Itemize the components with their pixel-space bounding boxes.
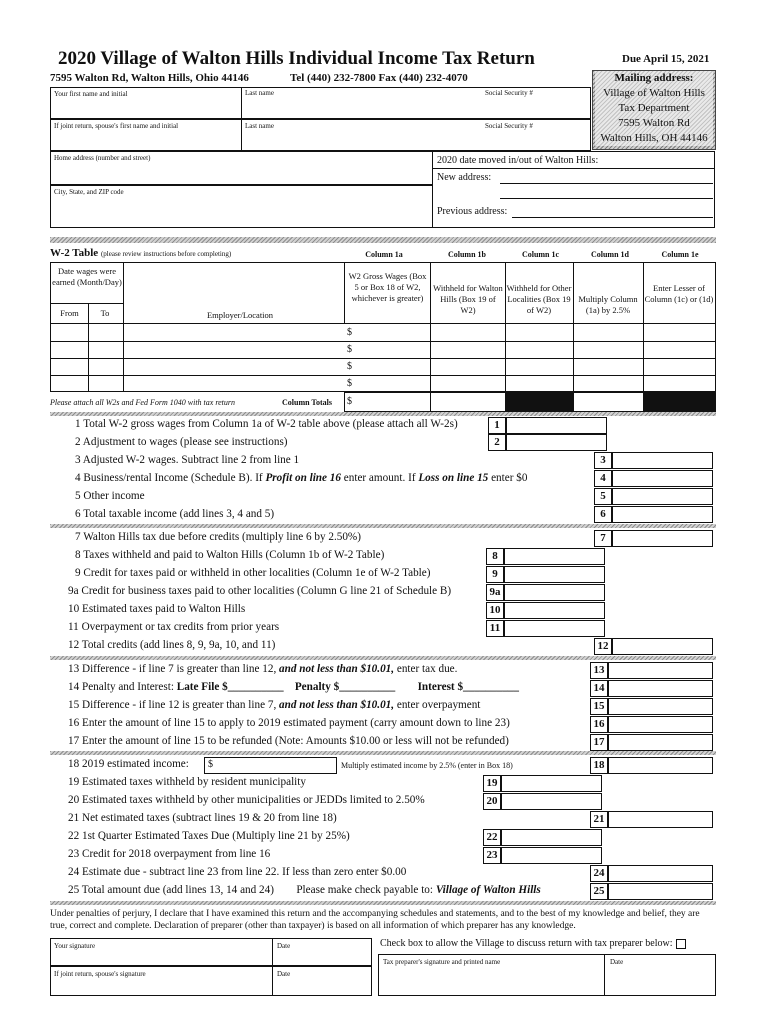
to-label: To [100,308,110,318]
line-16-amount[interactable] [608,716,713,733]
line-17-label: 17 Enter the amount of line 15 to be refunded (Note: Amounts $10.00 or less will not be refunded) [68,735,509,747]
village-phone: Tel (440) 232-7800 Fax (440) 232-4070 [290,72,468,84]
line-12-amount[interactable] [612,638,713,655]
box-2-number: 2 [488,434,506,451]
discuss-checkbox-label: Check box to allow the Village to discuss return with tax preparer below: [380,938,673,949]
col-1d-header: Column 1d [590,250,629,259]
line-20-amount[interactable] [501,793,602,810]
employer-location-label: Employer/Location [206,310,274,320]
line-22-amount[interactable] [501,829,602,846]
box-15-number: 15 [590,698,608,715]
estimated-income-field[interactable] [204,757,337,774]
line-1-amount[interactable] [506,417,607,434]
line-17-amount[interactable] [608,734,713,751]
box-17-number: 17 [590,734,608,751]
line-18-label: 18 2019 estimated income: [68,758,189,770]
line-6-amount[interactable] [612,506,713,523]
line-23-amount[interactable] [501,847,602,864]
village-address: 7595 Walton Rd, Walton Hills, Ohio 44146 [50,72,249,84]
line-9-label: 9 Credit for taxes paid or withheld in other localities (Column 1e of W-2 Table) [75,567,431,579]
line-10-amount[interactable] [504,602,605,619]
your-signature-date-label: Date [277,942,291,950]
line-1-label: 1 Total W-2 gross wages from Column 1a of W-2 table above (please attach all W-2s) [75,418,458,430]
line-3-label: 3 Adjusted W-2 wages. Subtract line 2 from line 1 [75,454,300,466]
line-9a-label: 9a Credit for business taxes paid to other localities (Column G line 21 of Schedule B) [68,585,452,597]
previous-address-label: Previous address: [437,206,508,217]
mailing-address-box [592,70,716,150]
box-8-number: 8 [486,548,504,565]
preparer-signature-label: Tax preparer's signature and printed name [383,958,501,966]
line-15-amount[interactable] [608,698,713,715]
row2-dollar: $ [347,344,352,355]
line-2-label: 2 Adjustment to wages (please see instructions) [75,436,288,448]
box-22-number: 22 [483,829,501,846]
spouse-first-name-label: If joint return, spouse's first name and initial [54,122,179,130]
box-3-number: 3 [594,452,612,469]
line-14-amount[interactable] [608,680,713,697]
col-1b-description: Withheld for Walton Hills (Box 19 of W2) [433,283,503,315]
your-signature-label: Your signature [54,942,96,950]
spouse-signature-label: If joint return, spouse's signature [54,970,146,978]
line-19-amount[interactable] [501,775,602,792]
line-9-amount[interactable] [504,566,605,583]
line-12-label: 12 Total credits (add lines 8, 9, 9a, 10, and 11) [68,639,276,651]
mailing-line-3: 7595 Walton Rd [595,116,713,131]
col-1e-header: Column 1e [661,250,699,259]
box-9a-number: 9a [486,584,504,601]
column-totals-label: Column Totals [282,398,333,407]
col-1a-header: Column 1a [365,250,403,259]
box-19-number: 19 [483,775,501,792]
mailing-line-4: Walton Hills, OH 44146 [595,131,713,146]
totals-dollar: $ [347,396,352,407]
line-25-amount[interactable] [608,883,713,900]
col-1b-header: Column 1b [447,250,486,259]
line-3-amount[interactable] [612,452,713,469]
line-23-label: 23 Credit for 2018 overpayment from line 16 [68,848,271,860]
box-14-number: 14 [590,680,608,697]
home-address-label: Home address (number and street) [54,154,151,162]
line-22-label: 22 1st Quarter Estimated Taxes Due (Multiply line 21 by 25%) [68,830,350,842]
your-signature-field[interactable] [50,938,372,966]
line-16-label: 16 Enter the amount of line 15 to apply to 2019 estimated payment (carry amount down to line 23) [68,717,510,729]
preparer-date-label: Date [610,958,624,966]
spouse-ssn-label: Social Security # [485,122,533,130]
new-address-field[interactable] [500,183,713,184]
line-19-label: 19 Estimated taxes withheld by resident municipality [68,776,306,788]
col-1e-description: Enter Lesser of Column (1c) or (1d) [644,283,714,304]
ssn-field[interactable] [485,102,585,117]
line-11-amount[interactable] [504,620,605,637]
col-1c-description: Withheld for Other Localities (Box 19 of W2) [506,283,572,315]
row3-dollar: $ [347,361,352,372]
mailing-line-1: Village of Walton Hills [595,86,713,101]
box-23-number: 23 [483,847,501,864]
moved-date-label: 2020 date moved in/out of Walton Hills: [437,155,599,166]
perjury-statement: Under penalties of perjury, I declare that I have examined this return and the accompanying schedules and statements, and to the best of my knowledge and belief, they are true, correct and complete. Declaration of preparer (other than taxpayer) is based on all information of which preparer has any knowledge. [50,909,700,931]
spouse-last-name-label: Last name [245,122,274,130]
row1-dollar: $ [347,327,352,338]
line-18-amount[interactable] [608,757,713,774]
line-5-amount[interactable] [612,488,713,505]
new-address-label: New address: [437,172,492,183]
box-24-number: 24 [590,865,608,882]
col-1a-description: W2 Gross Wages (Box 5 or Box 18 of W2, whichever is greater) [348,271,427,303]
city-state-zip-label: City, State, and ZIP code [54,188,124,196]
line-15-label: 15 Difference - if line 12 is greater than line 7, and not less than $10.01, enter overpayment [68,699,481,711]
col-1c-header: Column 1c [521,250,560,259]
col-1c-total-blackout [506,392,573,412]
attach-w2-note: Please attach all W2s and Fed Form 1040 with tax return [50,398,236,407]
line-7-amount[interactable] [612,530,713,547]
from-label: From [60,308,79,318]
box-5-number: 5 [594,488,612,505]
line-9a-amount[interactable] [504,584,605,601]
box-13-number: 13 [590,662,608,679]
line-6-label: 6 Total taxable income (add lines 3, 4 and 5) [75,508,275,520]
box-7-number: 7 [594,530,612,547]
w2-entry-area[interactable] [60,326,340,390]
line-11-label: 11 Overpayment or tax credits from prior years [68,621,280,633]
mailing-line-2: Tax Department [595,101,713,116]
line-21-amount[interactable] [608,811,713,828]
spouse-first-name-field[interactable] [54,134,239,149]
first-name-label: Your first name and initial [54,90,128,98]
box-12-number: 12 [594,638,612,655]
mailing-heading: Mailing address: [595,71,713,86]
first-name-field[interactable] [54,102,239,117]
box-9-number: 9 [486,566,504,583]
spouse-ssn-field[interactable] [485,134,585,149]
spouse-last-name-field[interactable] [245,134,480,149]
line-24-amount[interactable] [608,865,713,882]
line-18-instruction: Multiply estimated income by 2.5% (enter in Box 18) [341,761,513,770]
line-8-label: 8 Taxes withheld and paid to Walton Hills (Column 1b of W-2 Table) [75,549,385,561]
line-4-label: 4 Business/rental Income (Schedule B). If Profit on line 16 enter amount. If Loss on line 15 enter $0 [75,472,528,484]
line-13-label: 13 Difference - if line 7 is greater than line 12, and not less than $10.01, enter tax due. [68,663,458,675]
due-date: Due April 15, 2021 [622,53,710,65]
line-10-label: 10 Estimated taxes paid to Walton Hills [68,603,246,615]
line-4-amount[interactable] [612,470,713,487]
line-24-label: 24 Estimate due - subtract line 23 from line 22. If less than zero enter $0.00 [68,866,407,878]
discuss-checkbox-row [380,938,686,949]
box-16-number: 16 [590,716,608,733]
box-10-number: 10 [486,602,504,619]
line-14-label: 14 Penalty and Interest: Late File $__________ Penalty $__________ Interest $__________ [68,681,519,693]
box-20-number: 20 [483,793,501,810]
box-4-number: 4 [594,470,612,487]
last-name-label: Last name [245,89,274,97]
line-13-amount[interactable] [608,662,713,679]
col-1e-total-blackout [644,392,716,412]
line-7-label: 7 Walton Hills tax due before credits (multiply line 6 by 2.50%) [75,531,361,543]
row4-dollar: $ [347,378,352,389]
line-5-label: 5 Other income [75,490,145,502]
form-title: 2020 Village of Walton Hills Individual Income Tax Return [58,48,535,69]
dates-earned-label: Date wages were earned (Month/Day) [52,266,122,287]
discuss-checkbox[interactable] [676,939,686,949]
col-1d-description: Multiply Column (1a) by 2.5% [578,294,638,315]
last-name-field[interactable] [245,102,480,117]
box-6-number: 6 [594,506,612,523]
box-18-number: 18 [590,757,608,774]
line-20-label: 20 Estimated taxes withheld by other municipalities or JEDDs limited to 2.50% [68,794,425,806]
previous-address-field[interactable] [512,217,713,218]
line-21-label: 21 Net estimated taxes (subtract lines 19 & 20 from line 18) [68,812,337,824]
estimated-income-dollar: $ [208,759,213,770]
line-2-amount[interactable] [506,434,607,451]
box-1-number: 1 [488,417,506,434]
box-21-number: 21 [590,811,608,828]
line-25-label: 25 Total amount due (add lines 13, 14 and 24) Please make check payable to: Village of Walton Hills [68,884,541,896]
w2-table-title: W-2 Table (please review instructions before completing) [50,247,232,259]
box-11-number: 11 [486,620,504,637]
spouse-signature-date-label: Date [277,970,291,978]
ssn-label: Social Security # [485,89,533,97]
box-25-number: 25 [590,883,608,900]
line-8-amount[interactable] [504,548,605,565]
